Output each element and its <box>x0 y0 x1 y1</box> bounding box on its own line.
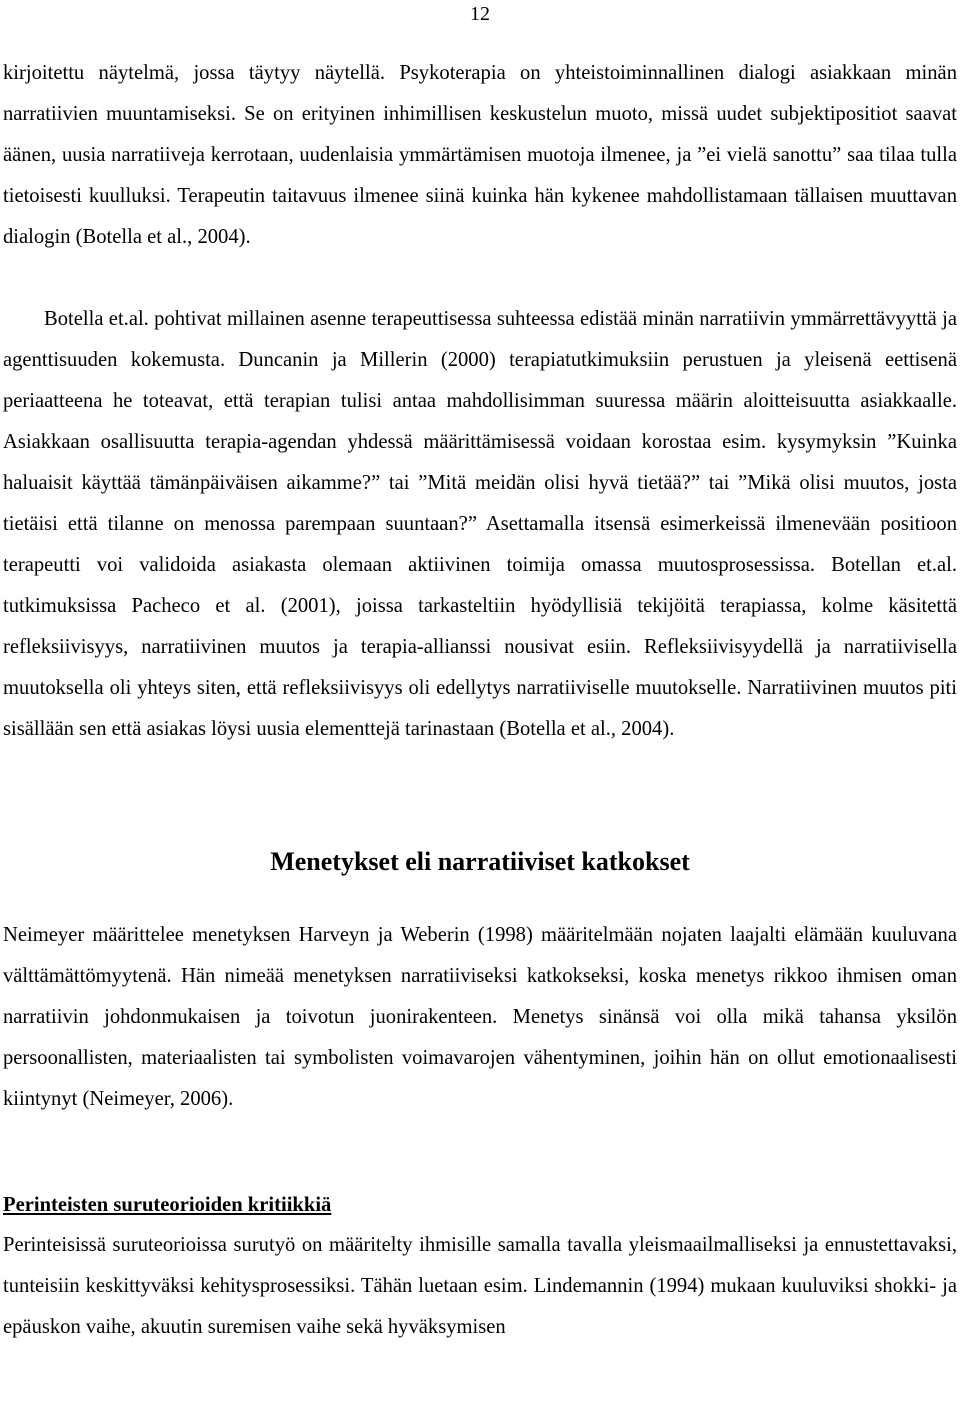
page-number: 12 <box>470 3 490 25</box>
section-heading: Menetykset eli narratiiviset katkokset <box>270 847 690 876</box>
paragraph-continuation: kirjoitettu näytelmä, jossa täytyy näytellä. Psykoterapia on yhteistoiminnallinen dialogi asiakkaan minän narratiivien muuntamiseksi. Se on erityinen inhimillisen keskustelun muoto, missä uudet subjektipositiot saavat äänen, uusia narratiiveja kerrotaan, uudenlaisia ymmärtämisen muotoja ilmenee, ja ”ei vielä sanottu” saa tilaa tulla tietoisesti kuulluksi. Terapeutin taitavuus ilmenee siinä kuinka hän kykenee mahdollistamaan tällaisen muuttavan dialogin (Botella et al., 2004). <box>3 62 957 248</box>
paragraph-botella: Botella et.al. pohtivat millainen asenne terapeuttisessa suhteessa edistää minän narratiivin ymmärrettävyyttä ja agenttisuuden kokemusta. Duncanin ja Millerin (2000) terapiatutkimuksiin perustuen ja yleisenä eettisenä periaatteena he toteavat, että terapian tulisi antaa mahdollisimman suuressa määrin aloitteisuutta asiakkaalle. Asiakkaan osallisuutta terapia-agendan yhdessä määrittämisessä voidaan korostaa esim. kysymyksin ”Kuinka haluaisit käyttää tämänpäiväisen aikamme?” tai ”Mitä meidän olisi hyvä tietää?” tai ”Mikä olisi muutos, josta tietäisi että tilanne on menossa parempaan suuntaan?” Asettamalla itsensä esimerkeissä ilmenevään positioon terapeutti voi validoida asiakasta olemaan aktiivinen toimija omassa muutosprosessissa. Botellan et.al. tutkimuksissa Pacheco et al. (2001), joissa tarkasteltiin hyödyllisiä tekijöitä terapiassa, kolme käsitettä refleksiivisyys, narratiivinen muutos ja terapia-allianssi nousivat esiin. Refleksiivisyydellä ja narratiivisella muutoksella oli yhteys siten, että refleksiivisyys oli edellytys narratiiviselle muutokselle. Narratiivinen muutos piti sisällään sen että asiakas löysi uusia elementtejä tarinastaan (Botella et al., 2004). <box>3 308 957 740</box>
subsection-heading: Perinteisten suruteorioiden kritiikkiä <box>3 1194 332 1216</box>
paragraph-neimeyer: Neimeyer määrittelee menetyksen Harveyn ja Weberin (1998) määritelmään nojaten laajalti elämään kuuluvana välttämättömyytenä. Hän nimeää menetyksen narratiiviseksi katkokseksi, koska menetys rikkoo ihmisen oman narratiivin johdonmukaisen ja toivotun juonirakenteen. Menetys sinänsä voi olla mikä tahansa yksilön persoonallisten, materiaalisten tai symbolisten voimavarojen vähentyminen, joihin hän on ollut emotionaalisesti kiintynyt (Neimeyer, 2006). <box>3 924 957 1110</box>
paragraph-perinteisissa: Perinteisissä suruteorioissa surutyö on määritelty ihmisille samalla tavalla yleismaailmalliseksi ja ennustettavaksi, tunteisiin keskittyväksi kehitysprosessiksi. Tähän luetaan esim. Lindemannin (1994) mukaan kuuluviksi shokki- ja epäuskon vaihe, akuutin suremisen vaihe sekä hyväksymisen <box>3 1234 957 1338</box>
document-body <box>3 53 957 1348</box>
